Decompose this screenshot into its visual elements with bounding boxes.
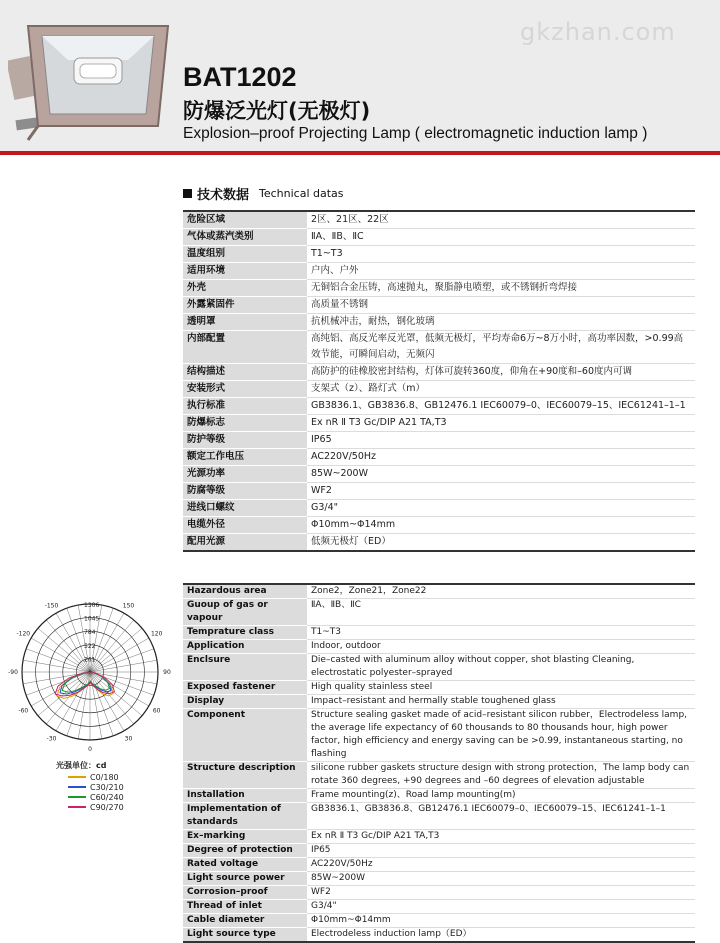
legend-swatch [68,796,86,798]
spec-label: Display [183,695,307,709]
spec-label: 执行标准 [183,398,307,415]
spec-row [183,886,695,900]
spec-label: 危险区域 [183,211,307,229]
spec-value: IP65 [307,432,695,449]
legend-item [56,802,124,812]
spec-value: Ex nR Ⅱ T3 Gc/DIP A21 TA,T3 [307,830,695,844]
spec-label: 防腐等级 [183,483,307,500]
spec-row [183,534,695,552]
polar-unit-label: 光强单位：cd [56,761,107,770]
spec-row [183,364,695,381]
spec-value: Φ10mm~Φ14mm [307,517,695,534]
spec-value: 低频无极灯（ED） [307,534,695,552]
polar-radial-label: 784 [84,629,96,637]
spec-value: 无铜铝合金压铸，高速抛丸，聚脂静电喷塑，或不锈钢折弯焊接 [307,280,695,297]
spec-value: Structure sealing gasket made of acid–resistant silicon rubber，Electrodeless lamp, the average life expectancy of 60 thousands to 80 thousands hour, high power factor, high efficiency and energy saving can be >0.99, instantaneous starting, no flashing [307,709,695,762]
spec-label: Enclsure [183,654,307,681]
spec-value: ⅡA、ⅡB、ⅡC [307,229,695,246]
legend-item [56,792,124,802]
spec-label: Component [183,709,307,762]
spec-value: Frame mounting(z)、Road lamp mounting(m) [307,789,695,803]
spec-value: GB3836.1、GB3836.8、GB12476.1 IEC60079–0、IEC60079–15、IEC61241–1–1 [307,398,695,415]
spec-value: Electrodeless induction lamp（ED） [307,928,695,943]
polar-angle-label: 150 [122,602,135,610]
spec-value: 高质量不锈钢 [307,297,695,314]
section-heading [183,184,344,203]
spec-row [183,314,695,331]
spec-value: G3/4" [307,500,695,517]
spec-row [183,709,695,762]
spec-label: Hazardous area [183,584,307,599]
spec-row [183,858,695,872]
spec-label: 气体或蒸汽类别 [183,229,307,246]
spec-row [183,381,695,398]
spec-value: 抗机械冲击，耐热，钢化玻璃 [307,314,695,331]
spec-value: silicone rubber gaskets structure design with strong protection，The lamp body can rotate 360 degrees, +90 degrees and –60 degrees of elevation adjustable [307,762,695,789]
legend-label: C60/240 [90,792,124,802]
spec-label: Rated voltage [183,858,307,872]
spec-value: GB3836.1、GB3836.8、GB12476.1 IEC60079–0、IEC60079–15、IEC61241–1–1 [307,803,695,830]
polar-angle-label: -120 [16,630,31,638]
spec-row [183,803,695,830]
header-divider [0,151,720,155]
legend-label: C0/180 [90,772,119,782]
spec-value: WF2 [307,886,695,900]
spec-value: AC220V/50Hz [307,449,695,466]
spec-label: Implementation of standards [183,803,307,830]
spec-row [183,830,695,844]
spec-row [183,681,695,695]
spec-value: 户内、户外 [307,263,695,280]
polar-angle-label: 30 [124,735,133,743]
legend-item [56,782,124,792]
spec-value: 高防护的硅橡胶密封结构，灯体可旋转360度，仰角在+90度和–60度内可调 [307,364,695,381]
polar-radial-label: 261 [84,656,96,664]
spec-row [183,432,695,449]
spec-row [183,263,695,280]
spec-row [183,466,695,483]
spec-label: 电缆外径 [183,517,307,534]
spec-value: Φ10mm~Φ14mm [307,914,695,928]
spec-row [183,297,695,314]
spec-value: 高纯铝、高反光率反光罩，低频无极灯，平均寿命6万~8万小时，高功率因数，>0.99高效节能，可瞬间启动，无频闪 [307,331,695,364]
polar-radial-label: 1045 [84,615,100,623]
spec-label: 透明罩 [183,314,307,331]
spec-label: 防护等级 [183,432,307,449]
spec-value: High quality stainless steel [307,681,695,695]
spec-row [183,211,695,229]
spec-label: 外露紧固件 [183,297,307,314]
spec-label: 安装形式 [183,381,307,398]
polar-angle-label: 120 [150,630,163,638]
section-title-cn: 技术数据 [197,188,250,203]
spec-row [183,900,695,914]
spec-value: T1~T3 [307,246,695,263]
spec-label: Light source type [183,928,307,943]
spec-row [183,449,695,466]
spec-label: Corrosion–proof [183,886,307,900]
spec-label: Guoup of gas or vapour [183,599,307,626]
spec-table-en [183,583,695,943]
spec-label: Application [183,640,307,654]
spec-value: IP65 [307,844,695,858]
spec-label: 额定工作电压 [183,449,307,466]
spec-row [183,789,695,803]
polar-angle-label: 0 [88,746,92,753]
spec-label: Temprature class [183,626,307,640]
legend-label: C30/210 [90,782,124,792]
spec-row [183,517,695,534]
polar-angle-label: -90 [8,669,18,676]
spec-row [183,914,695,928]
spec-label: 温度组别 [183,246,307,263]
spec-label: 外壳 [183,280,307,297]
spec-label: Thread of inlet [183,900,307,914]
legend-swatch [68,786,86,788]
product-model: BAT1202 [183,62,297,92]
spec-row [183,762,695,789]
spec-row [183,415,695,432]
spec-row [183,640,695,654]
spec-value: Indoor, outdoor [307,640,695,654]
section-bullet-icon [183,189,192,198]
spec-label: 内部配置 [183,331,307,364]
spec-label: Cable diameter [183,914,307,928]
spec-value: Zone2，Zone21，Zone22 [307,584,695,599]
spec-row [183,229,695,246]
spec-label: 光源功率 [183,466,307,483]
spec-label: 进线口螺纹 [183,500,307,517]
spec-row [183,280,695,297]
spec-label: Structure description [183,762,307,789]
spec-row [183,695,695,709]
spec-value: AC220V/50Hz [307,858,695,872]
spec-label: 结构描述 [183,364,307,381]
legend-swatch [68,776,86,778]
spec-value: G3/4" [307,900,695,914]
spec-row [183,246,695,263]
product-title-en: Explosion–proof Projecting Lamp ( electromagnetic induction lamp ) [183,125,648,142]
spec-row [183,654,695,681]
spec-value: 85W~200W [307,466,695,483]
spec-value: T1~T3 [307,626,695,640]
polar-angle-label: 90 [163,669,171,676]
legend-item [56,772,124,782]
spec-label: Light source power [183,872,307,886]
spec-label: Installation [183,789,307,803]
spec-value: Die–casted with aluminum alloy without copper, shot blasting Cleaning, electrostatic polyester–sprayed [307,654,695,681]
section-title-en: Technical datas [259,187,344,200]
spec-row [183,483,695,500]
spec-value: WF2 [307,483,695,500]
polar-radial-label: 522 [84,642,96,650]
spec-row [183,844,695,858]
spec-value: 支架式（z）、路灯式（m） [307,381,695,398]
spec-row [183,626,695,640]
legend-swatch [68,806,86,808]
spec-value: 85W~200W [307,872,695,886]
spec-label: Degree of protection [183,844,307,858]
spec-label: Exposed fastener [183,681,307,695]
spec-value: Impact–resistant and hermally stable toughened glass [307,695,695,709]
spec-label: 适用环境 [183,263,307,280]
spec-row [183,398,695,415]
polar-radial-label: 1306 [84,602,100,609]
spec-row [183,331,695,364]
polar-angle-label: 60 [152,707,161,715]
spec-label: 配用光源 [183,534,307,552]
polar-legend [56,760,124,812]
spec-label: Ex–marking [183,830,307,844]
product-title-cn: 防爆泛光灯(无极灯) [183,99,371,123]
legend-label: C90/270 [90,802,124,812]
spec-value: ⅡA、ⅡB、ⅡC [307,599,695,626]
spec-row [183,599,695,626]
polar-angle-label: -30 [46,735,57,743]
watermark: gkzhan.com [520,18,676,46]
polar-angle-label: -60 [18,707,29,715]
spec-value: 2区、21区、22区 [307,211,695,229]
lamp-product-photo [8,8,178,146]
polar-angle-label: -150 [44,602,59,610]
spec-table-cn [183,210,695,552]
spec-label: 防爆标志 [183,415,307,432]
polar-light-distribution-chart [0,590,180,760]
spec-row [183,584,695,599]
spec-row [183,500,695,517]
spec-row [183,928,695,943]
spec-value: Ex nR Ⅱ T3 Gc/DIP A21 TA,T3 [307,415,695,432]
spec-row [183,872,695,886]
